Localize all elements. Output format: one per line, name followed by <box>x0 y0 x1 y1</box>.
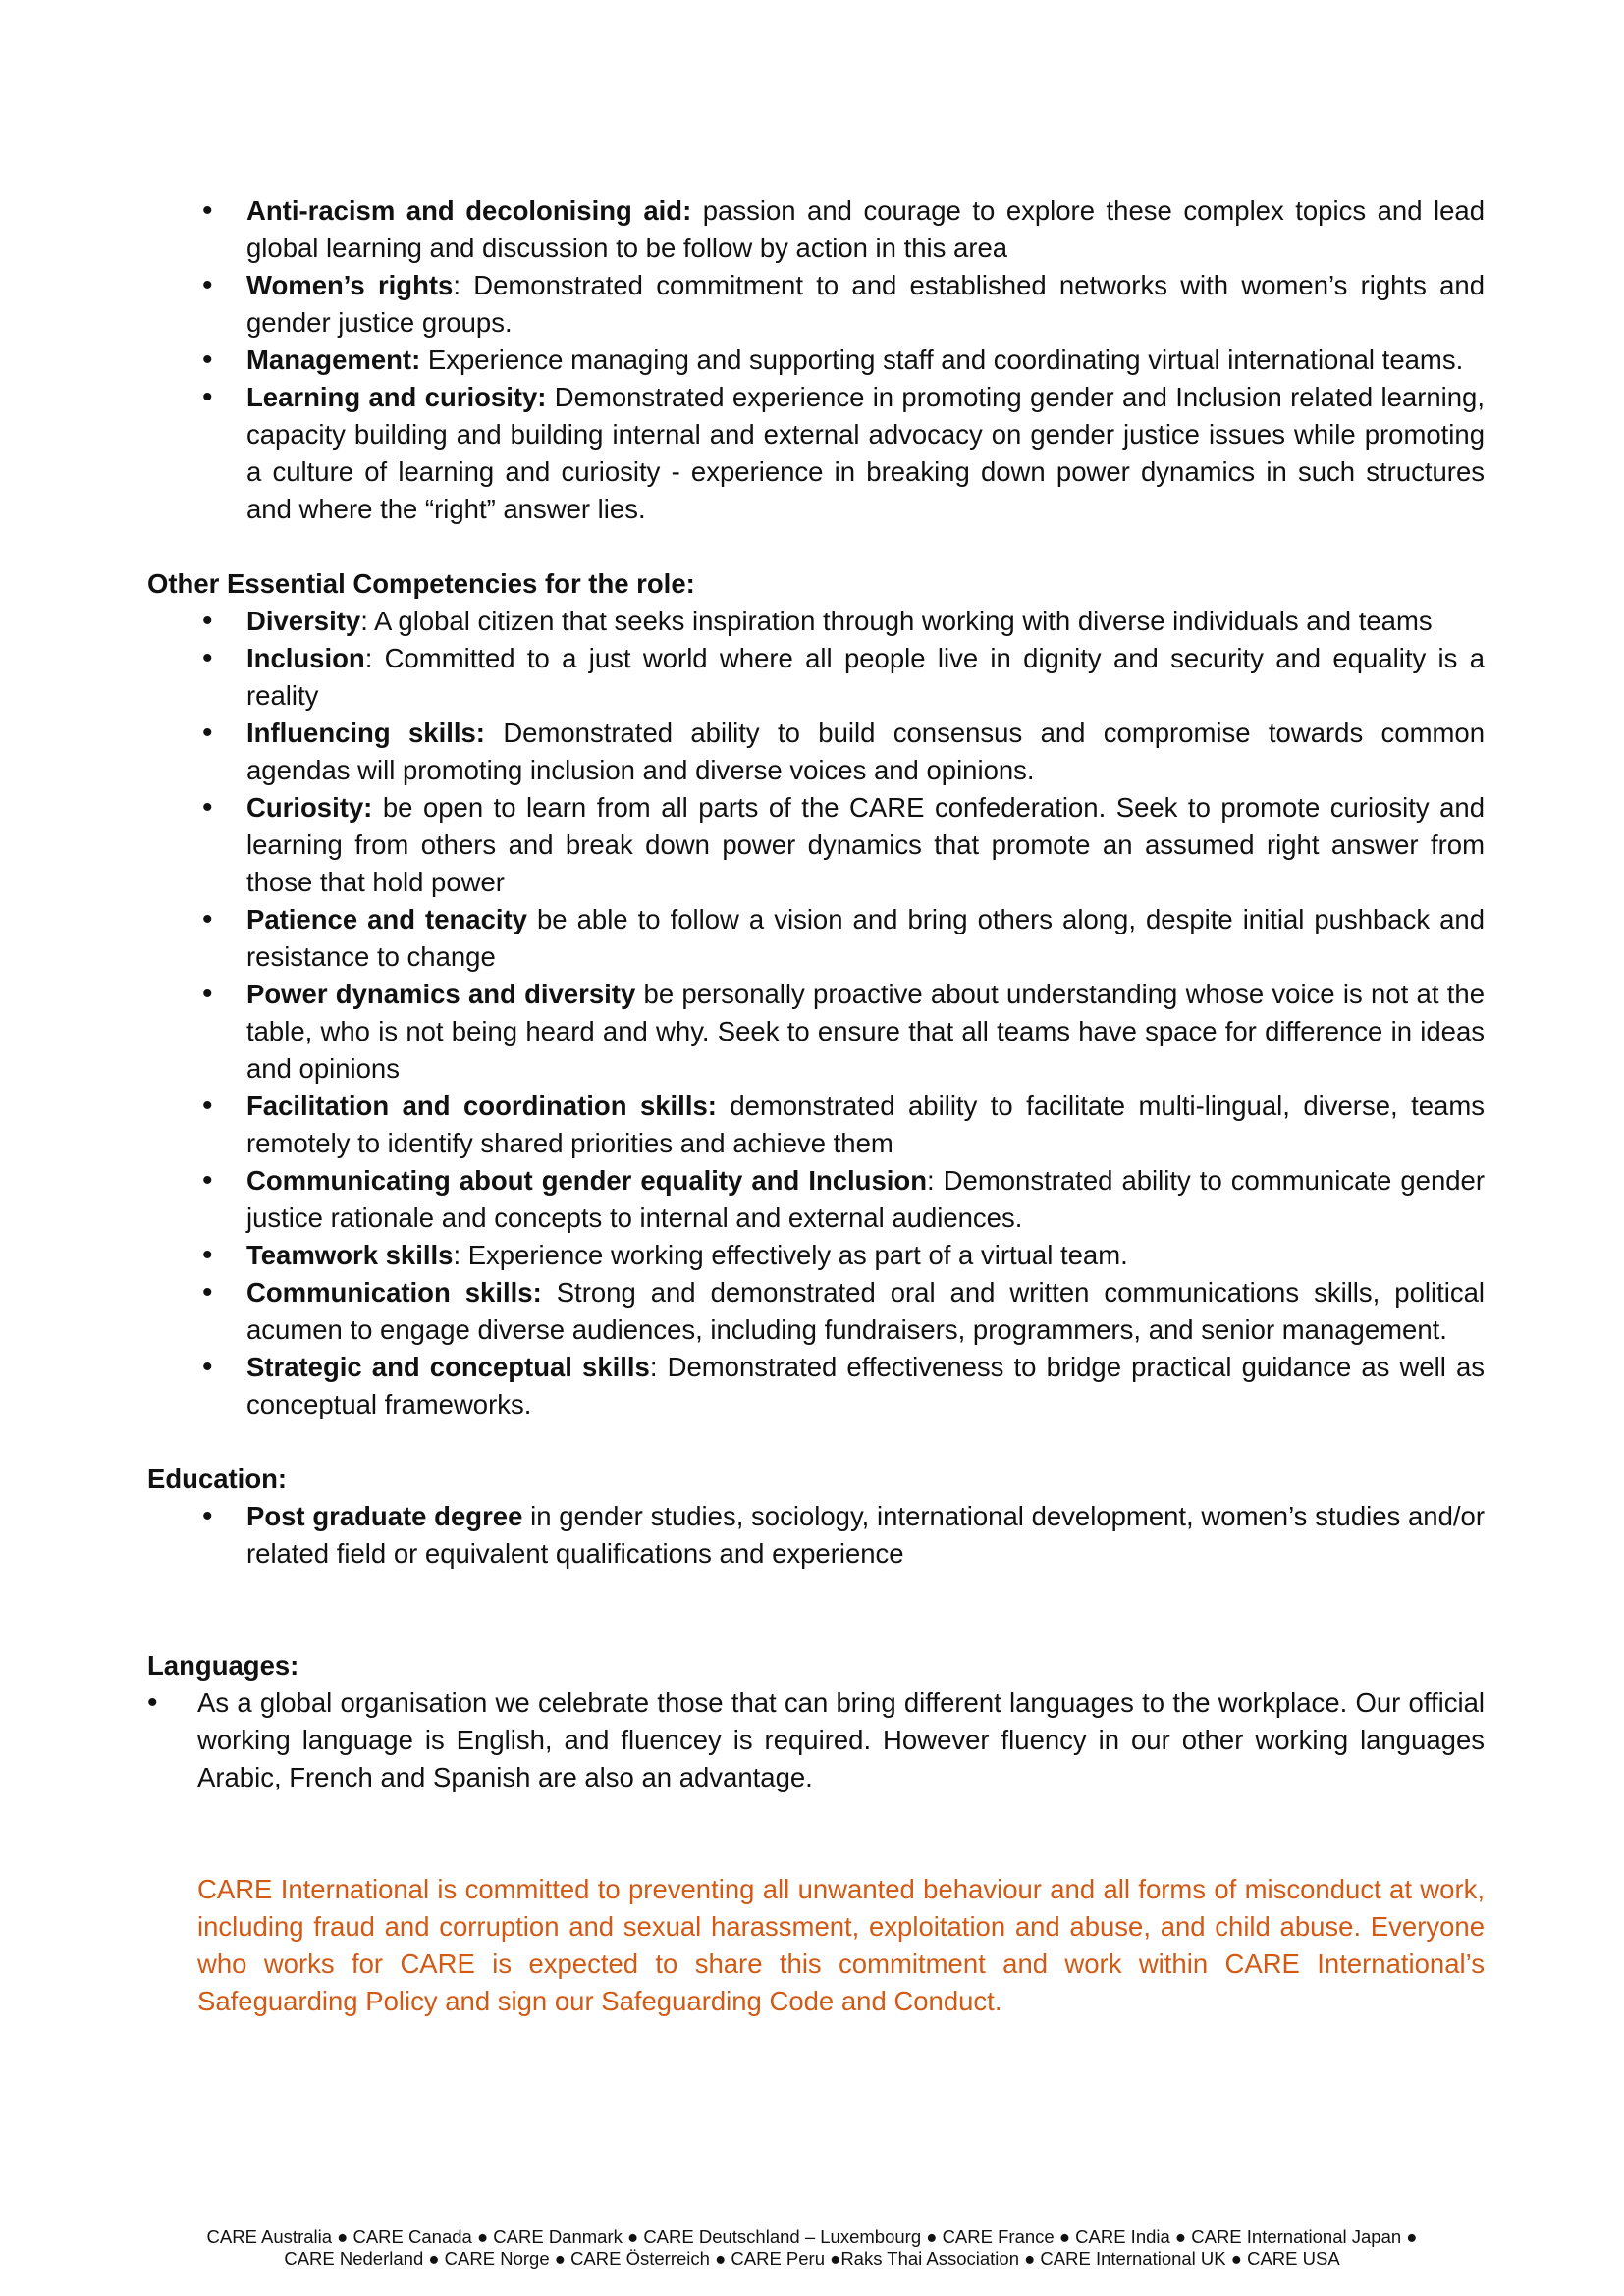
competencies-heading: Other Essential Competencies for the role: <box>147 568 695 599</box>
safeguarding-statement: CARE International is committed to preventing all unwanted behaviour and all forms of misconduct at work, including fraud and corruption and sexual harassment, exploitation and abuse, and child abuse. Everyone who works for CARE is expected to share this commitment and work within CARE International’s Safeguarding Policy and sign our Safeguarding Code and Conduct. <box>197 1874 1485 2016</box>
list-item <box>147 1237 1485 1274</box>
bullet-term: Power dynamics and diversity <box>246 979 636 1009</box>
list-item <box>147 1498 1485 1573</box>
list-item <box>147 715 1485 789</box>
list-item <box>147 640 1485 715</box>
bullet-text: in gender studies, sociology, international development, women’s studies and/or related field or equivalent qualifications and experience <box>246 1501 1485 1569</box>
bullet-term: Communicating about gender equality and Inclusion <box>246 1165 928 1196</box>
education-heading: Education: <box>147 1464 288 1494</box>
bullet-text: As a global organisation we celebrate those that can bring different languages to the workplace. Our official working language is English, and fluencey is required. However fluency in our other working languages Arabic, French and Spanish are also an advantage. <box>197 1687 1485 1792</box>
bullet-term: Diversity <box>246 606 361 636</box>
footer <box>0 2226 1624 2269</box>
list-item <box>147 901 1485 976</box>
bullet-text: : Demonstrated ability to communicate gender justice rationale and concepts to internal and external audiences. <box>246 1165 1485 1233</box>
bullet-text: Strong and demonstrated oral and written communications skills, political acumen to engage diverse audiences, including fundraisers, programmers, and senior management. <box>246 1277 1485 1345</box>
bullet-term: Communication skills: <box>246 1277 542 1308</box>
footer-line-2: CARE Nederland ● CARE Norge ● CARE Österreich ● CARE Peru ●Raks Thai Association ● CARE International UK ● CARE USA <box>284 2248 1340 2269</box>
languages-heading: Languages: <box>147 1650 299 1681</box>
bullet-term: Learning and curiosity: <box>246 382 547 412</box>
list-item <box>147 603 1485 640</box>
bullet-term: Curiosity: <box>246 792 373 823</box>
list-item <box>147 379 1485 528</box>
bullet-text: Experience managing and supporting staff and coordinating virtual international teams. <box>420 345 1464 375</box>
list-item <box>147 192 1485 267</box>
bullet-term: Anti-racism and decolonising aid: <box>246 195 692 226</box>
bullet-term: Influencing skills: <box>246 718 485 748</box>
education-list <box>147 1498 1485 1573</box>
list-item <box>147 1274 1485 1349</box>
bullet-text: Demonstrated experience in promoting gender and Inclusion related learning, capacity building and building internal and external advocacy on gender justice issues while promoting a culture of learning and curiosity - experience in breaking down power dynamics in such structures and where the “right” answer lies. <box>246 382 1485 524</box>
bullet-text: be able to follow a vision and bring others along, despite initial pushback and resistance to change <box>246 904 1486 972</box>
bullet-text: Demonstrated ability to build consensus and compromise towards common agendas will promoting inclusion and diverse voices and opinions. <box>246 718 1485 785</box>
bullet-text: be personally proactive about understanding whose voice is not at the table, who is not being heard and why. Seek to ensure that all teams have space for difference in ideas and opinions <box>246 979 1485 1084</box>
list-item <box>147 1162 1485 1237</box>
bullet-term: Facilitation and coordination skills: <box>246 1091 717 1121</box>
bullet-term: Strategic and conceptual skills <box>246 1352 650 1382</box>
bullet-text: : Demonstrated commitment to and established networks with women’s rights and gender justice groups. <box>246 270 1485 338</box>
list-item <box>147 976 1485 1088</box>
bullet-text: : Committed to a just world where all people live in dignity and security and equality is a reality <box>246 643 1485 711</box>
bullet-text: : Demonstrated effectiveness to bridge practical guidance as well as conceptual frameworks. <box>246 1352 1486 1419</box>
languages-list <box>147 1684 1485 1796</box>
competencies-list <box>147 603 1485 1423</box>
list-item <box>147 1088 1485 1162</box>
footer-line-1: CARE Australia ● CARE Canada ● CARE Danmark ● CARE Deutschland – Luxembourg ● CARE France ● CARE India ● CARE International Japan ● <box>206 2226 1418 2247</box>
document-body <box>147 192 1485 2048</box>
list-item <box>147 342 1485 379</box>
list-item <box>147 1684 1485 1796</box>
bullet-term: Inclusion <box>246 643 365 673</box>
bullet-term: Teamwork skills <box>246 1240 454 1270</box>
top-bullet-list <box>147 192 1485 528</box>
list-item <box>147 789 1485 901</box>
bullet-term: Women’s rights <box>246 270 454 300</box>
bullet-text: demonstrated ability to facilitate multi-lingual, diverse, teams remotely to identify shared priorities and achieve them <box>246 1091 1485 1158</box>
bullet-term: Post graduate degree <box>246 1501 523 1531</box>
bullet-text: : A global citizen that seeks inspiration through working with diverse individuals and teams <box>360 606 1433 636</box>
bullet-text: be open to learn from all parts of the CARE confederation. Seek to promote curiosity and learning from others and break down power dynamics that promote an assumed right answer from those that hold power <box>246 792 1485 897</box>
list-item <box>147 267 1485 342</box>
bullet-term: Patience and tenacity <box>246 904 527 934</box>
list-item <box>147 1349 1485 1423</box>
bullet-text: passion and courage to explore these complex topics and lead global learning and discussion to be follow by action in this area <box>246 195 1485 263</box>
bullet-term: Management: <box>246 345 421 375</box>
bullet-text: : Experience working effectively as part of a virtual team. <box>453 1240 1128 1270</box>
